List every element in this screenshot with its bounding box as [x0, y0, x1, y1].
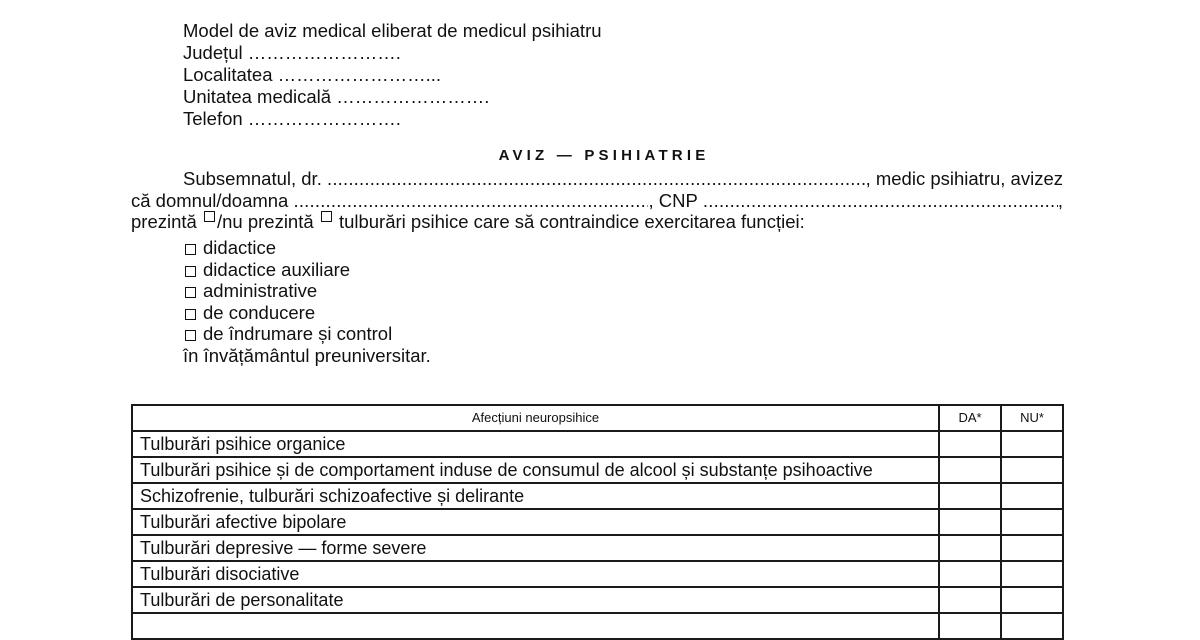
- option-label: didactice: [203, 237, 277, 258]
- document-title: AVIZ — PSIHIATRIE: [498, 147, 710, 164]
- nu-cell[interactable]: [1001, 561, 1063, 587]
- option-de-conducere[interactable]: [183, 302, 431, 324]
- paragraph-line-1: [131, 168, 1063, 190]
- condition-cell: Tulburări psihice organice: [132, 431, 939, 457]
- condition-cell: [132, 613, 939, 639]
- prezinta-label: prezintă: [131, 211, 197, 232]
- condition-cell: Schizofrenie, tulburări schizoafective și delirante: [132, 483, 939, 509]
- field-blank[interactable]: …………………….: [336, 86, 490, 107]
- da-cell[interactable]: [939, 613, 1001, 639]
- patient-name-blank[interactable]: [294, 190, 649, 212]
- paragraph-line-3: [131, 211, 1063, 233]
- nu-cell[interactable]: [1001, 509, 1063, 535]
- field-blank[interactable]: …………………….: [247, 42, 401, 63]
- model-title: Model de aviz medical eliberat de medicul psihiatru: [183, 20, 602, 41]
- option-indrumare-control[interactable]: [183, 323, 431, 345]
- nu-cell[interactable]: [1001, 613, 1063, 639]
- table-row: [132, 613, 1063, 639]
- prezinta-checkbox[interactable]: [204, 211, 215, 222]
- option-checkbox[interactable]: [185, 309, 196, 320]
- da-cell[interactable]: [939, 509, 1001, 535]
- field-label: Telefon: [183, 108, 243, 129]
- doctor-prefix: Subsemnatul, dr.: [183, 168, 322, 189]
- table-row: [132, 561, 1063, 587]
- da-cell[interactable]: [939, 535, 1001, 561]
- table-row: [132, 535, 1063, 561]
- condition-cell: Tulburări afective bipolare: [132, 509, 939, 535]
- field-blank[interactable]: ……………………...: [277, 64, 442, 85]
- cnp-label: , CNP: [648, 189, 698, 211]
- table-row: [132, 509, 1063, 535]
- condition-cell: Tulburări de personalitate: [132, 587, 939, 613]
- option-didactice-auxiliare[interactable]: [183, 259, 431, 281]
- field-unitatea-medicala[interactable]: [183, 86, 602, 108]
- table-row: [132, 431, 1063, 457]
- option-administrative[interactable]: [183, 280, 431, 302]
- header-nu: NU*: [1001, 405, 1063, 431]
- doctor-suffix: , medic psihiatru, avizez: [865, 168, 1063, 189]
- declaration-paragraph: [131, 168, 1063, 233]
- option-checkbox[interactable]: [185, 266, 196, 277]
- field-telefon[interactable]: [183, 108, 602, 130]
- field-localitatea[interactable]: [183, 64, 602, 86]
- option-checkbox[interactable]: [185, 244, 196, 255]
- condition-cell: Tulburări disociative: [132, 561, 939, 587]
- table-header-row: [132, 405, 1063, 431]
- da-cell[interactable]: [939, 431, 1001, 457]
- line3-rest: tulburări psihice care să contraindice exercitarea funcției:: [338, 211, 805, 232]
- field-label: Unitatea medicală: [183, 86, 332, 107]
- nu-cell[interactable]: [1001, 431, 1063, 457]
- conditions-table: [131, 404, 1064, 640]
- condition-cell: Tulburări depresive — forme severe: [132, 535, 939, 561]
- option-checkbox[interactable]: [185, 330, 196, 341]
- field-label: Localitatea: [183, 64, 273, 85]
- nu-cell[interactable]: [1001, 587, 1063, 613]
- da-cell[interactable]: [939, 587, 1001, 613]
- condition-cell: Tulburări psihice și de comportament induse de consumul de alcool și substanțe psihoactive: [132, 457, 939, 483]
- function-options: [183, 237, 431, 367]
- table-row: [132, 587, 1063, 613]
- option-didactice[interactable]: [183, 237, 431, 259]
- paragraph-line-2: [131, 190, 1063, 212]
- field-judetul[interactable]: [183, 42, 602, 64]
- nu-cell[interactable]: [1001, 457, 1063, 483]
- option-label: de conducere: [203, 301, 316, 323]
- option-checkbox[interactable]: [185, 287, 196, 298]
- line2-suffix: ,: [1057, 189, 1063, 211]
- table-row: [132, 457, 1063, 483]
- nu-prezinta-label: /nu prezintă: [216, 211, 314, 232]
- options-footer: în învățământul preuniversitar.: [183, 344, 431, 366]
- option-label: administrative: [203, 280, 318, 302]
- table-row: [132, 483, 1063, 509]
- patient-prefix: că domnul/doamna: [131, 189, 289, 211]
- cnp-blank[interactable]: [703, 190, 1058, 212]
- nu-cell[interactable]: [1001, 483, 1063, 509]
- form-header: [183, 20, 602, 130]
- da-cell[interactable]: [939, 483, 1001, 509]
- nu-cell[interactable]: [1001, 535, 1063, 561]
- option-label: de îndrumare și control: [203, 323, 393, 345]
- header-condition: Afecțiuni neuropsihice: [132, 405, 939, 431]
- header-da: DA*: [939, 405, 1001, 431]
- option-label: didactice auxiliare: [203, 258, 351, 280]
- field-blank[interactable]: …………………….: [247, 108, 401, 129]
- field-label: Județul: [183, 42, 243, 63]
- doctor-name-blank[interactable]: [327, 168, 866, 190]
- nu-prezinta-checkbox[interactable]: [321, 211, 332, 222]
- da-cell[interactable]: [939, 457, 1001, 483]
- da-cell[interactable]: [939, 561, 1001, 587]
